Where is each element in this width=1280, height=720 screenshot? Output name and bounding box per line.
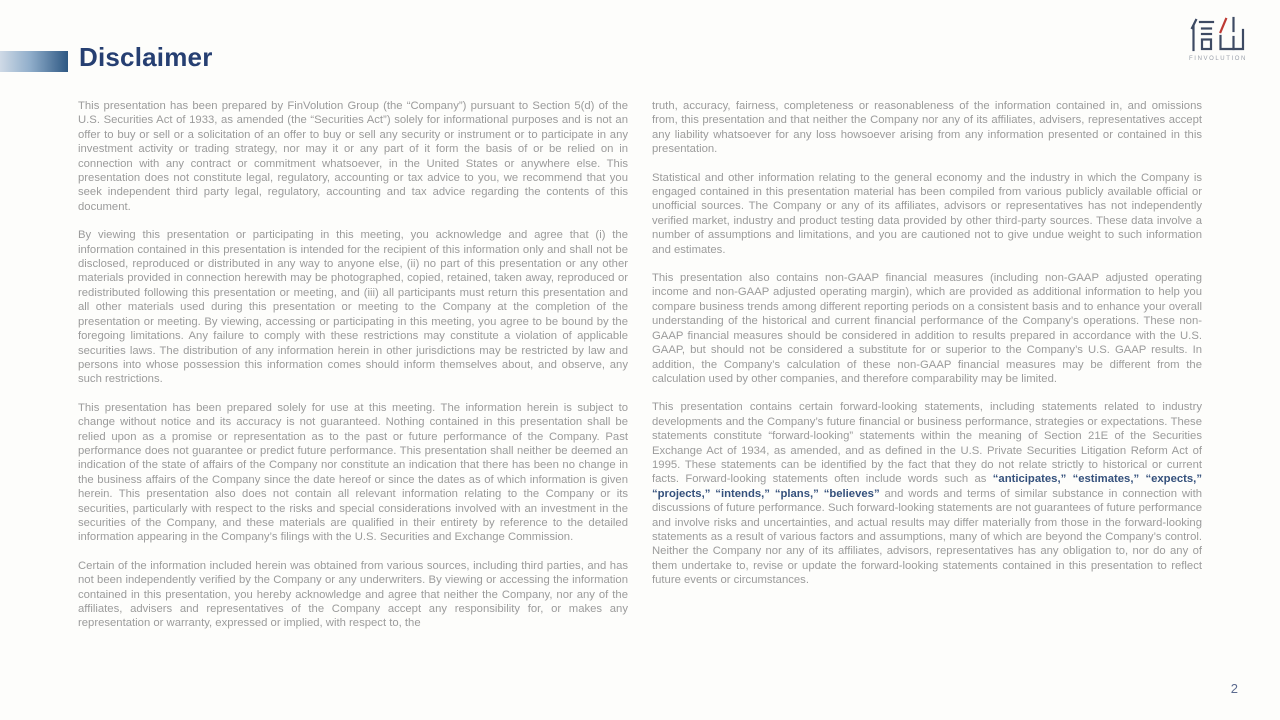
logo-wordmark: FINVOLUTION xyxy=(1189,56,1247,62)
disclaimer-body xyxy=(78,99,1202,631)
finvolution-logo xyxy=(1186,16,1250,62)
left-column xyxy=(78,99,628,631)
paragraph: This presentation contains certain forward-looking statements, including statements related to industry developments and the Company’s future financial or business performance, strategies or expectations. These statements constitute “forward-looking” statements within the meaning of Section 21E of the Securities Exchange Act of 1934, as amended, and as defined in the U.S. Private Securities Litigation Reform Act of 1995. These statements can be identified by the fact that they do not relate strictly to historical or current facts. Forward-looking statements often include words such as “anticipates,” “estimates,” “expects,” “projects,” “intends,” “plans,” “believes” and words and terms of similar substance in connection with discussions of future performance. Such forward-looking statements are not guarantees of future performance and involve risks and uncertainties, and actual results may differ materially from those in the forward-looking statements as a result of various factors and assumptions, many of which are beyond the Company’s control. Neither the Company nor any of its affiliates, advisors, representatives has any obligation to, nor do any of them undertake to, revise or update the forward-looking statements contained in this presentation to reflect future events or circumstances. xyxy=(652,401,1202,587)
slide-title: Disclaimer xyxy=(79,42,213,72)
paragraph: truth, accuracy, fairness, completeness or reasonableness of the information contained in, and omissions from, this presentation and that neither the Company nor any of its affiliates, advisers, representatives accept any liability whatsoever for any loss howsoever arising from any information presented or contained in this presentation. xyxy=(652,100,1202,156)
paragraph: This presentation has been prepared by FinVolution Group (the “Company”) pursuant to Section 5(d) of the U.S. Securities Act of 1933, as amended (the “Securities Act”) solely for informational purposes and is not an offer to buy or sell or a solicitation of an offer to buy or sell any security or instrument or to participate in any investment activity or trading strategy, nor may it or any part of it form the basis of or be relied on in connection with any contract or commitment whatsoever, in the United States or anywhere else. This presentation does not constitute legal, regulatory, accounting or tax advice to you, we recommend that you seek independent third party legal, regulatory, accounting and tax advice regarding the contents of this document. xyxy=(78,100,628,213)
title-accent-bar xyxy=(0,51,68,72)
paragraph: By viewing this presentation or participating in this meeting, you acknowledge and agree that (i) the information contained in this presentation is intended for the recipient of this information only and shall not be disclosed, reproduced or distributed in any way to anyone else, (ii) no part of this presentation or any other materials provided in connection herewith may be photographed, copied, retained, taken away, reproduced or redistributed following this presentation or meeting, and (iii) all participants must return this presentation and all other materials used during this presentation or meeting to the Company at the completion of the presentation or meeting. By viewing, accessing or participating in this meeting, you agree to be bound by the foregoing limitations. Any failure to comply with these restrictions may constitute a violation of applicable securities laws. The distribution of any information herein in other jurisdictions may be restricted by law and persons into whose possession this information comes should inform themselves about, and observe, any such restrictions. xyxy=(78,229,628,386)
paragraph: This presentation also contains non-GAAP financial measures (including non-GAAP adjusted operating income and non-GAAP adjusted operating margin), which are provided as additional information to help you compare business trends among different reporting periods on a consistent basis and to enhance your overall understanding of the historical and current financial performance of the Company’s operations. These non-GAAP financial measures should be considered in addition to results prepared in accordance with the U.S. GAAP, but should not be considered a substitute for or superior to the Company’s U.S. GAAP results. In addition, the Company’s calculation of these non-GAAP financial measures may be different from the calculation used by other companies, and therefore comparability may be limited. xyxy=(652,272,1202,385)
paragraph: Statistical and other information relating to the general economy and the industry in which the Company is engaged contained in this presentation material has been compiled from various publicly available official or unofficial sources. The Company or any of its affiliates, advisors or representatives has not independently verified market, industry and product testing data provided by other third-party sources. These data involve a number of assumptions and limitations, and you are cautioned not to give undue weight to such information and estimates. xyxy=(652,171,1202,256)
page-number: 2 xyxy=(1230,681,1238,696)
paragraph: This presentation has been prepared solely for use at this meeting. The information herein is subject to change without notice and its accuracy is not guaranteed. Nothing contained in this presentation shall be relied upon as a promise or representation as to the past or future performance of the Company. Past performance does not guarantee or predict future performance. This presentation shall neither be deemed an indication of the state of affairs of the Company nor constitute an indication that there has been no change in the business affairs of the Company since the date hereof or since the dates as of which information is given herein. This presentation also does not contain all relevant information relating to the Company or its securities, particularly with respect to the risks and special considerations involved with an investment in the securities of the Company, and these materials are qualified in their entirety by reference to the detailed information appearing in the Company’s filings with the U.S. Securities and Exchange Commission. xyxy=(78,401,628,544)
finvolution-logo-icon xyxy=(1189,16,1247,54)
right-column xyxy=(652,99,1202,631)
paragraph: Certain of the information included herein was obtained from various sources, including third parties, and has not been independently verified by the Company or any underwriters. By viewing or accessing the information contained in this presentation, you hereby acknowledge and agree that neither the Company, nor any of the affiliates, advisers and representatives of the Company accept any responsibility for, or makes any representation or warranty, expressed or implied, with respect to, the xyxy=(78,559,628,630)
